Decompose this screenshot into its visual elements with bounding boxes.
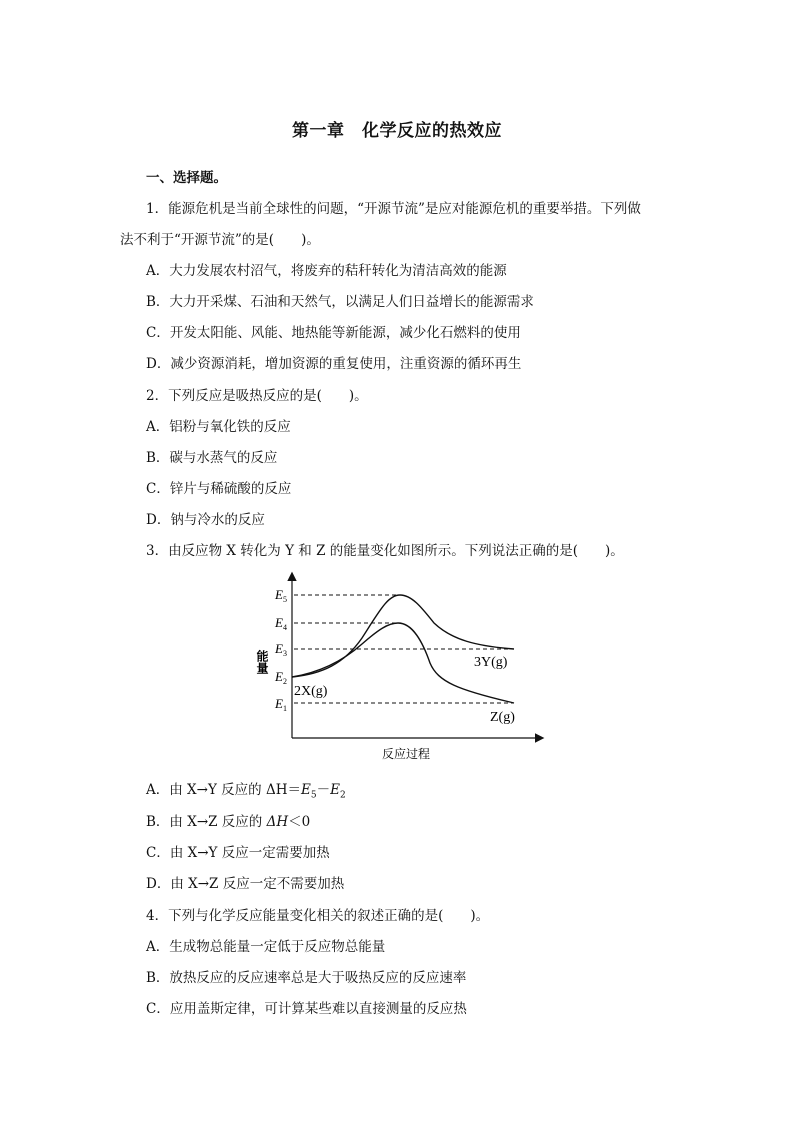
label-z: Z(g) [490,710,515,725]
q2-option-a: A．铝粉与氧化铁的反应 [146,419,291,435]
q3-option-a-text: A．由 X→Y 反应的 ΔH＝ [146,782,301,798]
q2-stem: 2．下列反应是吸热反应的是( )。 [146,388,368,404]
label-e2: $E_2$ [275,669,287,686]
e2-sub: 2 [339,790,346,801]
q2-option-b: B．碳与水蒸气的反应 [146,450,278,466]
q3-option-c: C．由 X→Y 反应一定需要加热 [146,845,330,861]
minus-sign: － [316,782,331,798]
chapter-title: 第一章 化学反应的热效应 [292,121,502,141]
q3-option-d: D．由 X→Z 反应一定不需要加热 [146,876,345,892]
q1-option-d: D．减少资源消耗，增加资源的重复使用，注重资源的循环再生 [146,356,522,372]
section-heading: 一、选择题。 [146,170,227,186]
q4-option-a: A．生成物总能量一定低于反应物总能量 [146,939,386,955]
q2-option-d: D．钠与冷水的反应 [146,512,265,528]
label-e5: $E_5$ [275,587,287,604]
x-axis-label: 反应过程 [382,747,431,761]
q4-stem: 4．下列与化学反应能量变化相关的叙述正确的是( )。 [146,908,490,924]
energy-diagram [255,568,552,766]
q1-option-b: B．大力开采煤、石油和天然气，以满足人们日益增长的能源需求 [146,294,534,310]
e5-sub: 5 [310,790,317,801]
label-e4: $E_4$ [275,615,287,632]
q3-stem: 3．由反应物 X 转化为 Y 和 Z 的能量变化如图所示。下列说法正确的是( )。 [146,543,624,559]
q3-option-b-tail: ＜0 [288,814,311,830]
e5-symbol: E [300,782,311,798]
q1-stem-line2: 法不利于“开源节流”的是( )。 [120,232,320,248]
e2-symbol: E [330,782,340,798]
label-e1: $E_1$ [275,696,287,713]
q3-option-b-text: B．由 X→Z 反应的 [146,814,267,830]
q4-option-c: C．应用盖斯定律，可计算某些难以直接测量的反应热 [146,1001,467,1017]
label-3y: 3Y(g) [474,655,508,670]
label-e3: $E_3$ [275,641,287,658]
y-axis-label: 能量 [255,650,269,674]
label-2x: 2X(g) [294,684,328,699]
q1-option-c: C．开发太阳能、风能、地热能等新能源，减少化石燃料的使用 [146,325,521,341]
q1-option-a: A．大力发展农村沼气，将废弃的秸秆转化为清洁高效的能源 [146,263,507,279]
q4-option-b: B．放热反应的反应速率总是大于吸热反应的反应速率 [146,970,467,986]
q3-option-b [146,810,310,830]
q1-stem-line1: 1．能源危机是当前全球性的问题，“开源节流”是应对能源危机的重要举措。下列做 [146,201,641,217]
q3-option-a [146,778,346,801]
q2-option-c: C．锌片与稀硫酸的反应 [146,481,292,497]
delta-h-symbol: ΔH [266,814,289,830]
